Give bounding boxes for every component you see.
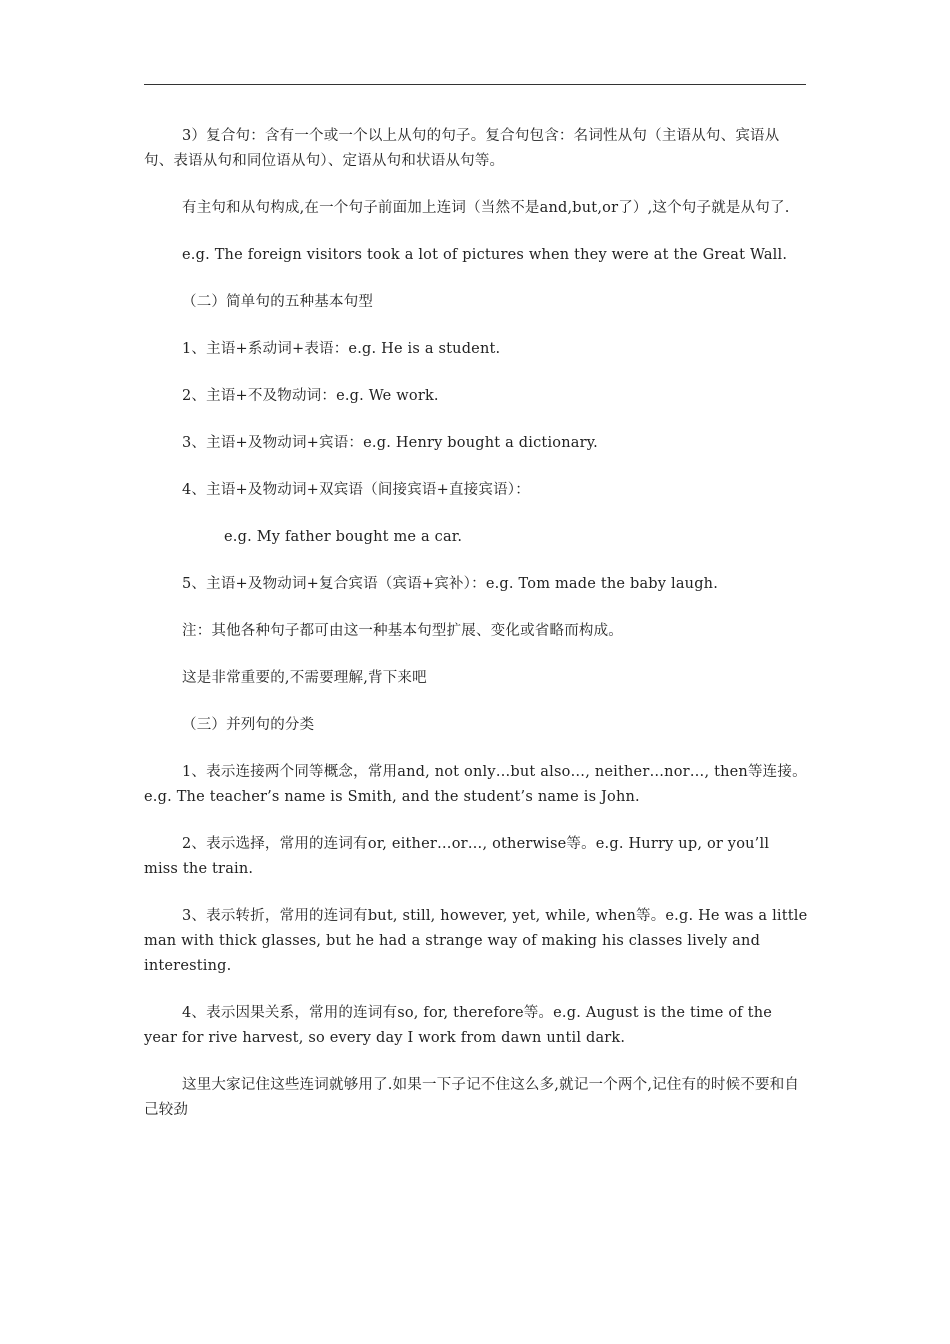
reminder-paragraph: 这是非常重要的,不需要理解,背下来吧 bbox=[182, 670, 427, 686]
closing-paragraph: 这里大家记住这些连词就够用了.如果一下子记不住这么多,就记一个两个,记住有的时候不要和自己较劲 bbox=[144, 1077, 800, 1118]
paragraph-example-great-wall: e.g. The foreign visitors took a lot of pictures when they were at the Great Wall. bbox=[182, 247, 788, 263]
section-heading-compound-types: （三）并列句的分类 bbox=[182, 717, 315, 733]
compound-type-4: 4、表示因果关系，常用的连词有so, for, therefore等。e.g. August is the time of the year for rive harvest, so every day I work from dawn until dark. bbox=[144, 1005, 773, 1046]
pattern-2: 2、主语+不及物动词：e.g. We work. bbox=[182, 388, 439, 404]
pattern-4-example: e.g. My father bought me a car. bbox=[224, 529, 463, 545]
header-rule bbox=[144, 84, 806, 85]
pattern-1: 1、主语+系动词+表语：e.g. He is a student. bbox=[182, 341, 501, 357]
compound-type-2: 2、表示选择，常用的连词有or, either…or…, otherwise等。e.g. Hurry up, or you’ll miss the train. bbox=[144, 836, 770, 877]
pattern-3: 3、主语+及物动词+宾语：e.g. Henry bought a dictionary. bbox=[182, 435, 598, 451]
document-body bbox=[144, 124, 808, 1145]
note-paragraph: 注：其他各种句子都可由这一种基本句型扩展、变化或省略而构成。 bbox=[182, 623, 623, 639]
pattern-4: 4、主语+及物动词+双宾语（间接宾语+直接宾语）： bbox=[182, 482, 530, 498]
paragraph-clause-explanation: 有主句和从句构成,在一个句子前面加上连词（当然不是and,but,or了）,这个句子就是从句了. bbox=[182, 200, 790, 216]
section-heading-five-patterns: （二）简单句的五种基本句型 bbox=[182, 294, 374, 310]
pattern-5: 5、主语+及物动词+复合宾语（宾语+宾补）：e.g. Tom made the baby laugh. bbox=[182, 576, 719, 592]
compound-type-3: 3、表示转折，常用的连词有but, still, however, yet, while, when等。e.g. He was a little man with thick glasses, but he had a strange way of making his classes lively and interesting. bbox=[144, 908, 808, 974]
compound-type-1: 1、表示连接两个同等概念，常用and, not only…but also…, neither…nor…, then等连接。e.g. The teacher’s name is Smith, and the student’s name is John. bbox=[144, 764, 807, 805]
paragraph-compound-sentence-definition: 3）复合句：含有一个或一个以上从句的句子。复合句包含：名词性从句（主语从句、宾语从句、表语从句和同位语从句）、定语从句和状语从句等。 bbox=[144, 128, 780, 169]
